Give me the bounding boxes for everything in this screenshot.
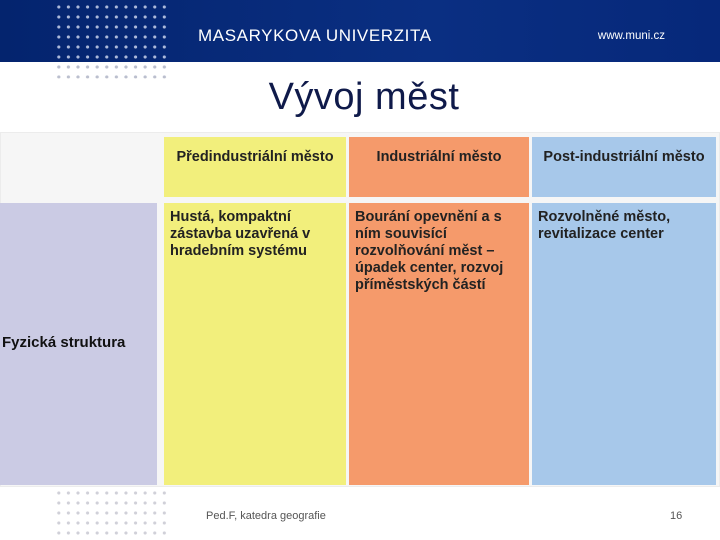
- column-header-preindustrial: Předindustriální město: [164, 137, 346, 197]
- page-number: 16: [670, 510, 683, 522]
- column-header-industrial: Industriální město: [349, 137, 529, 197]
- university-name: MASARYKOVA UNIVERZITA: [198, 26, 432, 45]
- cell-postindustrial-physical: Rozvolněné město, revitalizace center: [532, 203, 716, 485]
- university-website: www.muni.cz: [597, 30, 665, 42]
- cell-industrial-physical: Bourání opevnění a s ním souvisící rozvolňování měst – úpadek center, rozvoj příměstských částí: [349, 203, 529, 485]
- row-label: Fyzická struktura: [2, 334, 126, 351]
- cell-preindustrial-physical: Hustá, kompaktní zástavba uzavřená v hradebním systému: [164, 203, 346, 485]
- column-header-postindustrial: Post-industriální město: [532, 137, 716, 197]
- header-bar: [0, 0, 720, 62]
- footer-text: Ped.F, katedra geografie: [206, 510, 326, 522]
- slide-title: Vývoj měst: [268, 76, 460, 118]
- footer-logo-dots: [54, 488, 170, 540]
